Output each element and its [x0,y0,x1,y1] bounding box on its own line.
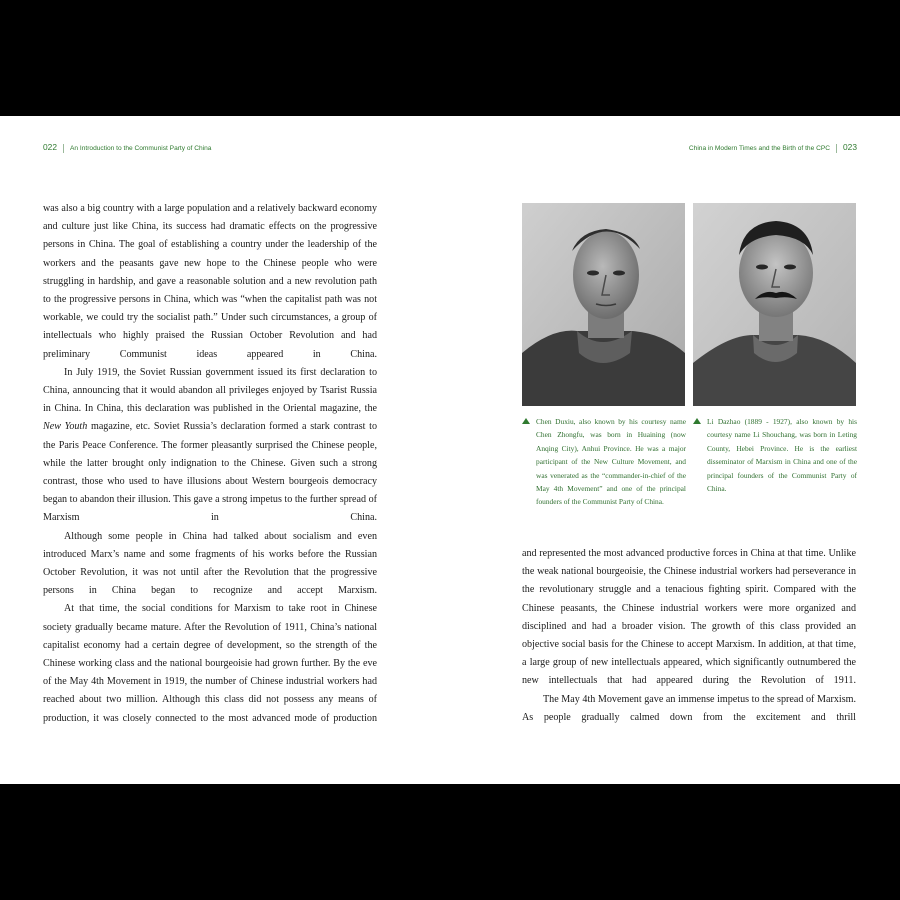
paragraph: The May 4th Movement gave an immense impetus to the spread of Marxism. As people gradually calmed down from the excitement and thrill [522,693,856,723]
book-spread [0,116,900,784]
magazine-name: New Youth [43,421,88,433]
caption-marker-triangle [522,418,530,424]
running-header-right [689,142,857,153]
chapter-title: China in Modern Times and the Birth of the CPC [688,145,831,152]
portrait-photo-chen-duxiu [522,203,685,406]
portrait-photo-li-dazhao [693,203,856,406]
header-divider [836,144,837,153]
paragraph: In July 1919, the Soviet Russian government issued its first declaration to China, announcing that it would abandon all privileges enjoyed by Tsarist Russia in China. In China, this declaration was published in the Oriental magazine, the New Youth magazine, etc. Soviet Russia’s declaration formed a stark contrast to the Paris Peace Conference. The former pleasantly surprised the Chinese people, while the latter brought only indignation to the Chinese. Given such a strong contrast, those who used to have illusions about Western bourgeois democracy began to abandon their illusion. This gave a strong impetus to the further spread of Marxism in China. [43,366,377,524]
header-divider [63,144,64,153]
paragraph: was also a big country with a large population and a relatively backward economy and culture just like China, its success had dramatic effects on the progressive persons in China. The goal of establishing a country under the leadership of the workers and the peasants gave new hope to the Chinese people who were struggling in hardship, and gave a reasonable solution and a new revolution path to the progressive persons in China, which was “when the capitalist path was not workable, we could try the socialist path.” Under such circumstances, a group of intellectuals who highly praised the Russian October Revolution and had preliminary Communist ideas appeared in China. [43,203,377,360]
book-title: An Introduction to the Communist Party of China [69,145,212,152]
page-number-left: 022 [43,142,57,152]
photo-caption-li-dazhao: Li Dazhao (1889 - 1927), also known by his courtesy name Li Shouchang, was born in Leting County, Hebei Province. He is the earliest disseminator of Marxism in China and one of the principal founders of the Communist Party of China. [707,417,857,494]
paragraph: Although some people in China had talked about socialism and even introduced Marx’s name and some fragments of his works before the Russian October Revolution, it was not until after the Revolution that the progressive persons in China began to recognize and accept Marxism. [43,530,377,597]
paragraph: At that time, the social conditions for Marxism to take root in Chinese society gradually became mature. After the Revolution of 1911, China’s national capitalist economy had a certain degree of development, so the strength of the Chinese working class and the national bourgeoisie had grown further. By the eve of the May 4th Movement in 1919, the number of Chinese industrial workers had reached about two million. Although this class did not possess any means of production, it was closely connected to the most advanced mode of production [43,603,377,724]
photo-caption-chen-duxiu: Chen Duxiu, also known by his courtesy name Chen Zhongfu, was born in Huaining (now Anqing City), Anhui Province. He was a major participant of the New Culture Movement, and was venerated as the “commander-in-chief of the May 4th Movement” and one of the principal founders of the Communist Party of China. [536,417,686,507]
paragraph: and represented the most advanced productive forces in China at that time. Unlike the weak national bourgeoisie, the Chinese industrial workers had perseverance in the revolutionary struggle and a tenacious fighting spirit. Compared with the Chinese peasants, the Chinese industrial workers were more organized and disciplined and had a broader vision. The growth of this class provided an objective social basis for the Chinese to accept Marxism. In addition, at that time, a large group of new intellectuals appeared, which significantly outnumbered the new intellectuals that had appeared during the Revolution of 1911. [522,548,856,687]
page-number-right: 023 [843,142,857,152]
running-header-left [43,142,211,153]
caption-marker-triangle [693,418,701,424]
left-page-body [43,200,377,728]
right-page-body [522,545,856,727]
